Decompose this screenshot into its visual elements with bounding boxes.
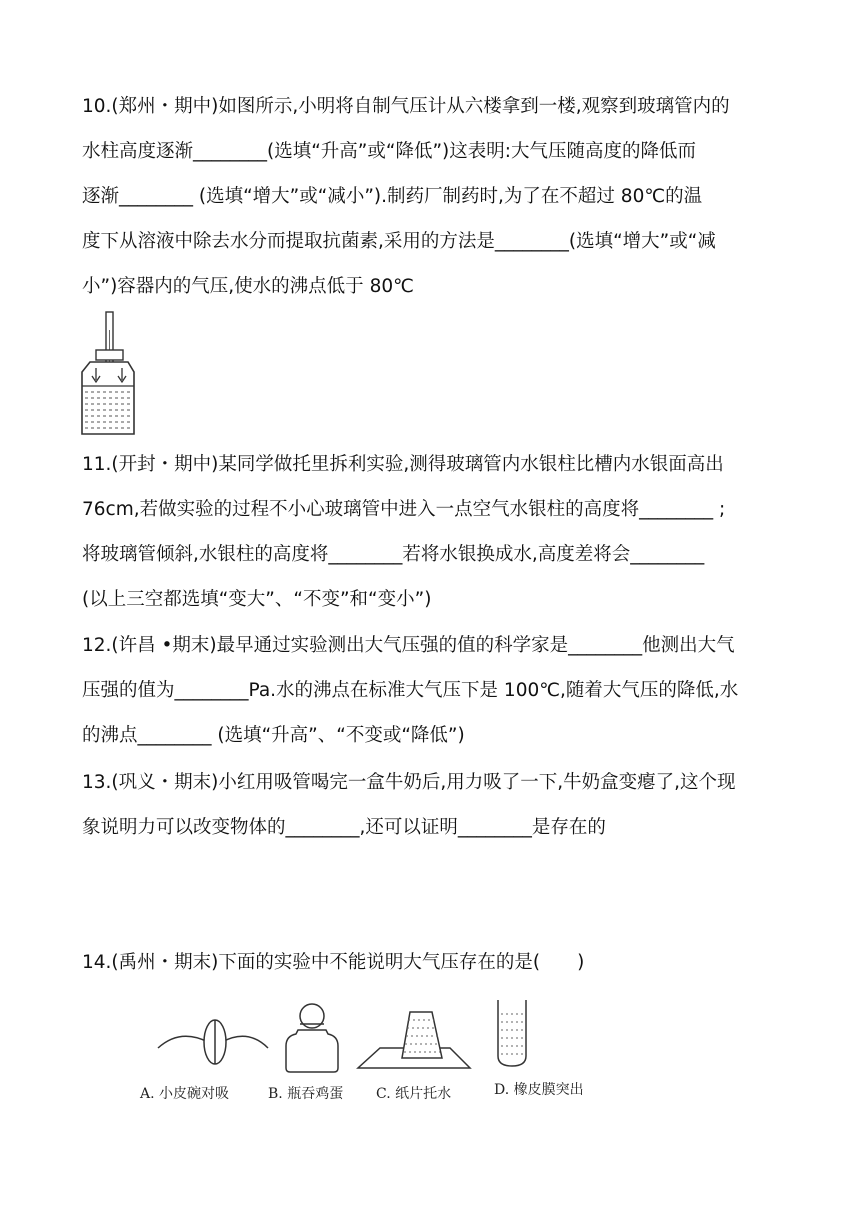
q10-line-3: 逐渐________ (选填“增大”或“减小”).制药厂制药时,为了在不超过 80℃的温 (82, 186, 703, 207)
q12-line-1: 12.(许昌 •期末)最早通过实验测出大气压强的值的科学家是________他测出大气 (82, 635, 735, 656)
q11-line-3: 将玻璃管倾斜,水银柱的高度将________若将水银换成水,高度差将会________ (82, 544, 705, 565)
q11-line-1: 11.(开封・期中)某同学做托里拆利实验,测得玻璃管内水银柱比槽内水银面高出 (82, 454, 724, 475)
q14-options-figure (130, 990, 610, 1110)
q14-stem: 14.(禹州・期末)下面的实验中不能说明大气压存在的是( ) (82, 952, 585, 973)
option-b-label: B. 瓶吞鸡蛋 (268, 1086, 344, 1102)
option-c-figure (358, 1012, 470, 1068)
q13-line-1: 13.(巩义・期末)小红用吸管喝完一盒牛奶后,用力吸了一下,牛奶盒变瘪了,这个现 (82, 772, 736, 793)
question-11 (82, 442, 782, 622)
q10-line-5: 小”)容器内的气压,使水的沸点低于 80℃ (82, 276, 414, 297)
option-c-label: C. 纸片托水 (376, 1086, 452, 1102)
option-d-figure (498, 1000, 526, 1066)
q11-line-4: (以上三空都选填“变大”、“不变”和“变小”) (82, 589, 432, 610)
q11-line-2: 76cm,若做实验的过程不小心玻璃管中进入一点空气水银柱的高度将________ ; (82, 499, 726, 520)
option-b-figure (286, 1004, 338, 1072)
option-a-figure (158, 1020, 268, 1064)
q13-line-2: 象说明力可以改变物体的________,还可以证明________是存在的 (82, 817, 606, 838)
barometer-figure (78, 310, 144, 438)
q10-line-2: 水柱高度逐渐________(选填“升高”或“降低”)这表明:大气压随高度的降低而 (82, 141, 697, 162)
question-14 (82, 940, 782, 985)
q10-line-1: 10.(郑州・期中)如图所示,小明将自制气压计从六楼拿到一楼,观察到玻璃管内的 (82, 96, 730, 117)
question-10 (82, 84, 782, 309)
question-13 (82, 760, 782, 850)
q12-line-2: 压强的值为________Pa.水的沸点在标准大气压下是 100℃,随着大气压的降低,水 (82, 680, 739, 701)
question-12 (82, 623, 782, 758)
q10-line-4: 度下从溶液中除去水分而提取抗菌素,采用的方法是________(选填“增大”或“减 (82, 231, 716, 252)
option-d-label: D. 橡皮膜突出 (494, 1082, 584, 1098)
option-a-label: A. 小皮碗对吸 (140, 1086, 230, 1102)
q12-line-3: 的沸点________ (选填“升高”、“不变或“降低”) (82, 725, 465, 746)
